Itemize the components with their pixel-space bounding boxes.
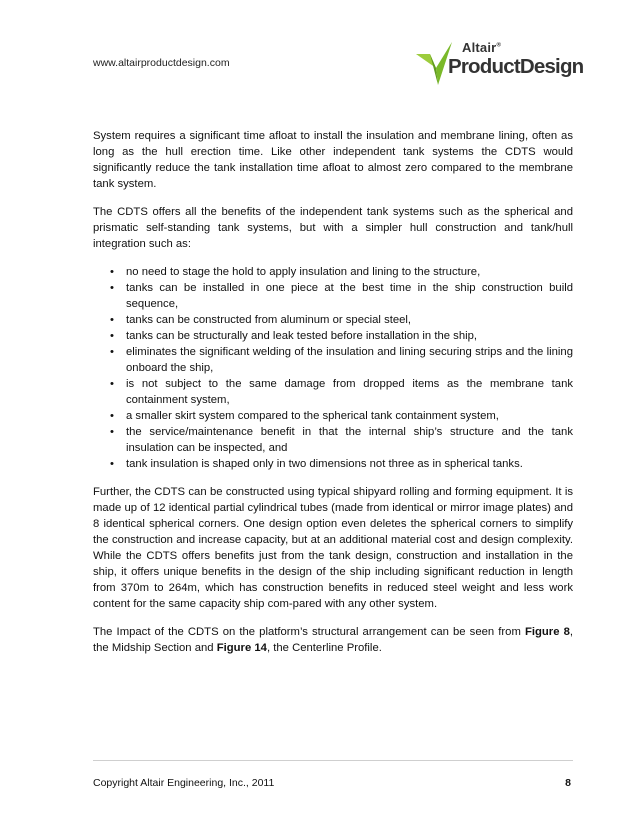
logo-productdesign-text: ProductDesign (448, 55, 584, 78)
bullet-icon: • (110, 410, 114, 422)
footer-divider (93, 760, 573, 761)
list-item: • the service/maintenance benefit in that the internal ship’s structure and the tank insulation can be inspected, and (110, 426, 573, 454)
bullet-icon: • (110, 346, 114, 358)
list-item: • a smaller skirt system compared to the spherical tank containment system, (110, 410, 499, 422)
page-number: 8 (565, 777, 571, 789)
bullet-icon: • (110, 426, 114, 438)
figure-8-reference: Figure 8 (524, 626, 570, 638)
list-item: • tanks can be structurally and leak tested before installation in the ship, (110, 330, 478, 342)
list-item: • is not subject to the same damage from dropped items as the membrane tank containment system, (110, 378, 573, 406)
list-item: • tank insulation is shaped only in two dimensions not three as in spherical tanks. (110, 458, 523, 470)
bullet-icon: • (110, 330, 114, 342)
bullet-icon: • (110, 266, 114, 278)
benefits-list (93, 264, 573, 472)
bullet-icon: • (110, 458, 114, 470)
bullet-icon: • (110, 314, 114, 326)
paragraph-3: Further, the CDTS can be constructed using typical shipyard rolling and forming equipment. It is made up of 12 identical partial cylindrical tubes (made from identical or mirror image plates) and 8 identical spherical corners. One design option even deletes the spherical corners to simplify the construction and increase capacity, but at an additional material cost and design complexity. While the CDTS offers benefits just from the tank design, construction and installation in the ship, it offers unique benefits in the design of the ship including significant reduction in length from 370m to 264m, which has construction benefits in reduced steel weight and less work content for the same capacity ship com-pared with any other system. (93, 486, 573, 610)
footer-copyright: Copyright Altair Engineering, Inc., 2011 (93, 777, 275, 789)
logo-altair-text: Altair® (462, 40, 502, 55)
altair-productdesign-logo (414, 40, 584, 86)
paragraph-4: The Impact of the CDTS on the platform’s structural arrangement can be seen from Figure 8, the Midship Section and Figure 14, the Centerline Profile. (93, 626, 573, 654)
list-item: • no need to stage the hold to apply insulation and lining to the structure, (110, 266, 481, 278)
list-item: • tanks can be constructed from aluminum or special steel, (110, 314, 412, 326)
bullet-icon: • (110, 378, 114, 390)
bullet-icon: • (110, 282, 114, 294)
paragraph-2: The CDTS offers all the benefits of the independent tank systems such as the spherical and prismatic self-standing tank systems, but with a simpler hull construction and tank/hull integration such as: (93, 206, 573, 250)
figure-14-reference: Figure 14 (216, 642, 267, 654)
list-item: • eliminates the significant welding of the insulation and lining securing strips and the lining onboard the ship, (110, 346, 573, 374)
header-url: www.altairproductdesign.com (93, 57, 230, 69)
document-body (93, 128, 573, 668)
paragraph-1: System requires a significant time afloat to install the insulation and membrane lining, often as long as the hull erection time. Like other independent tank systems the CDTS would significantly reduce the tank installation time afloat to almost zero compared to the membrane tank system. (93, 130, 573, 190)
list-item: • tanks can be installed in one piece at the best time in the ship construction build sequence, (110, 282, 573, 310)
